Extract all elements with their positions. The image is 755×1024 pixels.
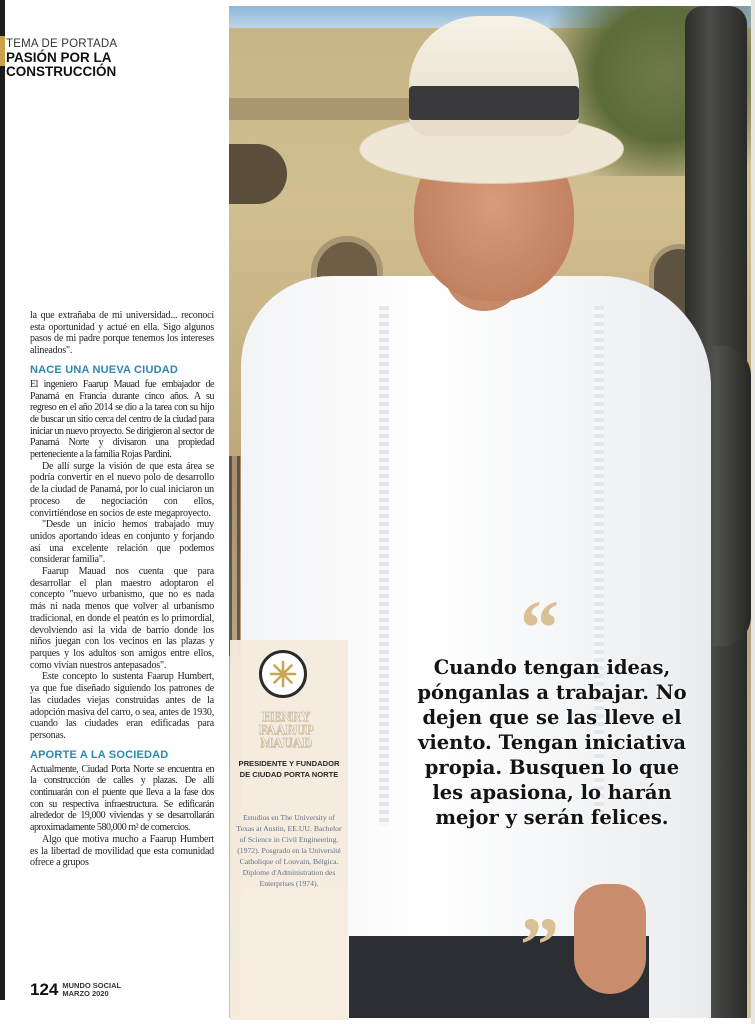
person-name bbox=[230, 710, 342, 749]
article-paragraph: De allí surge la visión de que esta área se podría convertir en el nuevo polo de desarrollo de la ciudad de Panamá, por lo cual iniciaron un proceso de negociación con ellos, convirtiéndose en socios de este megaproyecto. bbox=[30, 460, 214, 519]
bio-panel bbox=[230, 640, 348, 1020]
subheading-aporte: APORTE A LA SOCIEDAD bbox=[30, 748, 169, 761]
section-title-line: PASIÓN POR LA bbox=[6, 50, 112, 65]
photo-hat-band bbox=[409, 86, 579, 120]
person-name-line: MAUAD bbox=[260, 735, 312, 750]
article-paragraph: Faarup Mauad nos cuenta que para desarrollar el plan maestro adoptaron el concepto "nuevo urbanismo, que no es nada más ni nada menos que volver al urbanismo tradicional, en donde el peatón es lo primordial, devolviendo así la vida de barrio donde los niños juegan con los vecinos en las plazas y parques y los adultos son amigos entre ellos, como vivían nuestros antepasados". bbox=[30, 566, 214, 671]
page-folio bbox=[30, 980, 121, 1000]
photo-shirt-pleat bbox=[379, 306, 389, 826]
page-number: 124 bbox=[30, 980, 59, 999]
quote-close-mark: ” bbox=[520, 901, 559, 988]
person-name-line: FAARUP bbox=[258, 722, 314, 737]
magazine-name: MUNDO SOCIAL bbox=[62, 981, 122, 990]
article-body bbox=[30, 310, 214, 869]
article-paragraph: "Desde un inicio hemos trabajado muy unidos aportando ideas en conjunto y forjando así una excelente relación que podemos considerar familia". bbox=[30, 519, 214, 566]
left-edge-bar bbox=[0, 0, 5, 1000]
page-edge bbox=[751, 0, 755, 1024]
snowflake-ornament-icon bbox=[259, 650, 307, 698]
photo-wall-band bbox=[229, 98, 429, 120]
article-paragraph: Algo que motiva mucho a Faarup Humbert es la libertad de movilidad que esta comunidad ofrece a grupos bbox=[30, 833, 214, 869]
person-education: Estudios en The University of Texas at Austin, EE.UU. Bachelor of Science in Civil Engineering. (1972). Posgrado en la Université Catholique of Louvain, Bélgica. Diplome d'Administration des Enterprises (1974). bbox=[236, 813, 342, 888]
pull-quote: Cuando tengan ideas, pónganlas a trabajar. No dejen que se las lleve el viento. Tengan iniciativa propia. Busquen lo que les apasiona, lo harán mejor y serán felices. bbox=[417, 656, 687, 829]
section-title-line: CONSTRUCCIÓN bbox=[6, 64, 117, 79]
folio-text bbox=[62, 982, 121, 998]
quote-open-mark: “ bbox=[520, 584, 559, 671]
article-paragraph: Este concepto lo sustenta Faarup Humbert, ya que fue diseñado siguiendo los patrones de las ciudades viejas construidas antes de la adopción masiva del carro, o sea, antes de 1930, cuando las ciudades eran edificadas para personas. bbox=[30, 671, 214, 741]
article-column bbox=[0, 0, 229, 1024]
issue-date: MARZO 2020 bbox=[62, 989, 109, 998]
person-role: PRESIDENTE Y FUNDADOR DE CIUDAD PORTA NORTE bbox=[238, 759, 340, 779]
article-paragraph: Actualmente, Ciudad Porta Norte se encuentra en la construcción de calles y plazas. De allí continuarán con el puente que lleva a la fase dos con su respectiva infraestructura. Se edificarán alrededor de 19,000 viviendas y se desarrollarán aproximadamente 580,000 m² de comercios. bbox=[30, 763, 214, 834]
section-kicker: TEMA DE PORTADA bbox=[6, 38, 118, 50]
subheading-nace: NACE UNA NUEVA CIUDAD bbox=[30, 363, 179, 376]
photo-window bbox=[229, 144, 287, 204]
person-name-line: HENRY bbox=[261, 709, 311, 724]
photo-hand bbox=[574, 884, 646, 994]
article-paragraph: El ingeniero Faarup Mauad fue embajador de Panamá en Francia durante cinco años. A su regreso en el año 2014 se dio a la tarea con su hijo de buscar un sitio cerca del centro de la ciudad para iniciar un nuevo proyecto. Se dirigieron al sector de Panamá Norte y divisaron una propiedad perteneciente a la familia Rojas Pardini. bbox=[30, 378, 214, 461]
article-paragraph: la que extrañaba de mi universidad... reconocí esta oportunidad y actué en ella. Sigo algunos pasos de mi padre porque tenemos los intereses alineados". bbox=[30, 310, 214, 357]
section-title bbox=[6, 51, 186, 79]
section-marker bbox=[0, 36, 5, 66]
